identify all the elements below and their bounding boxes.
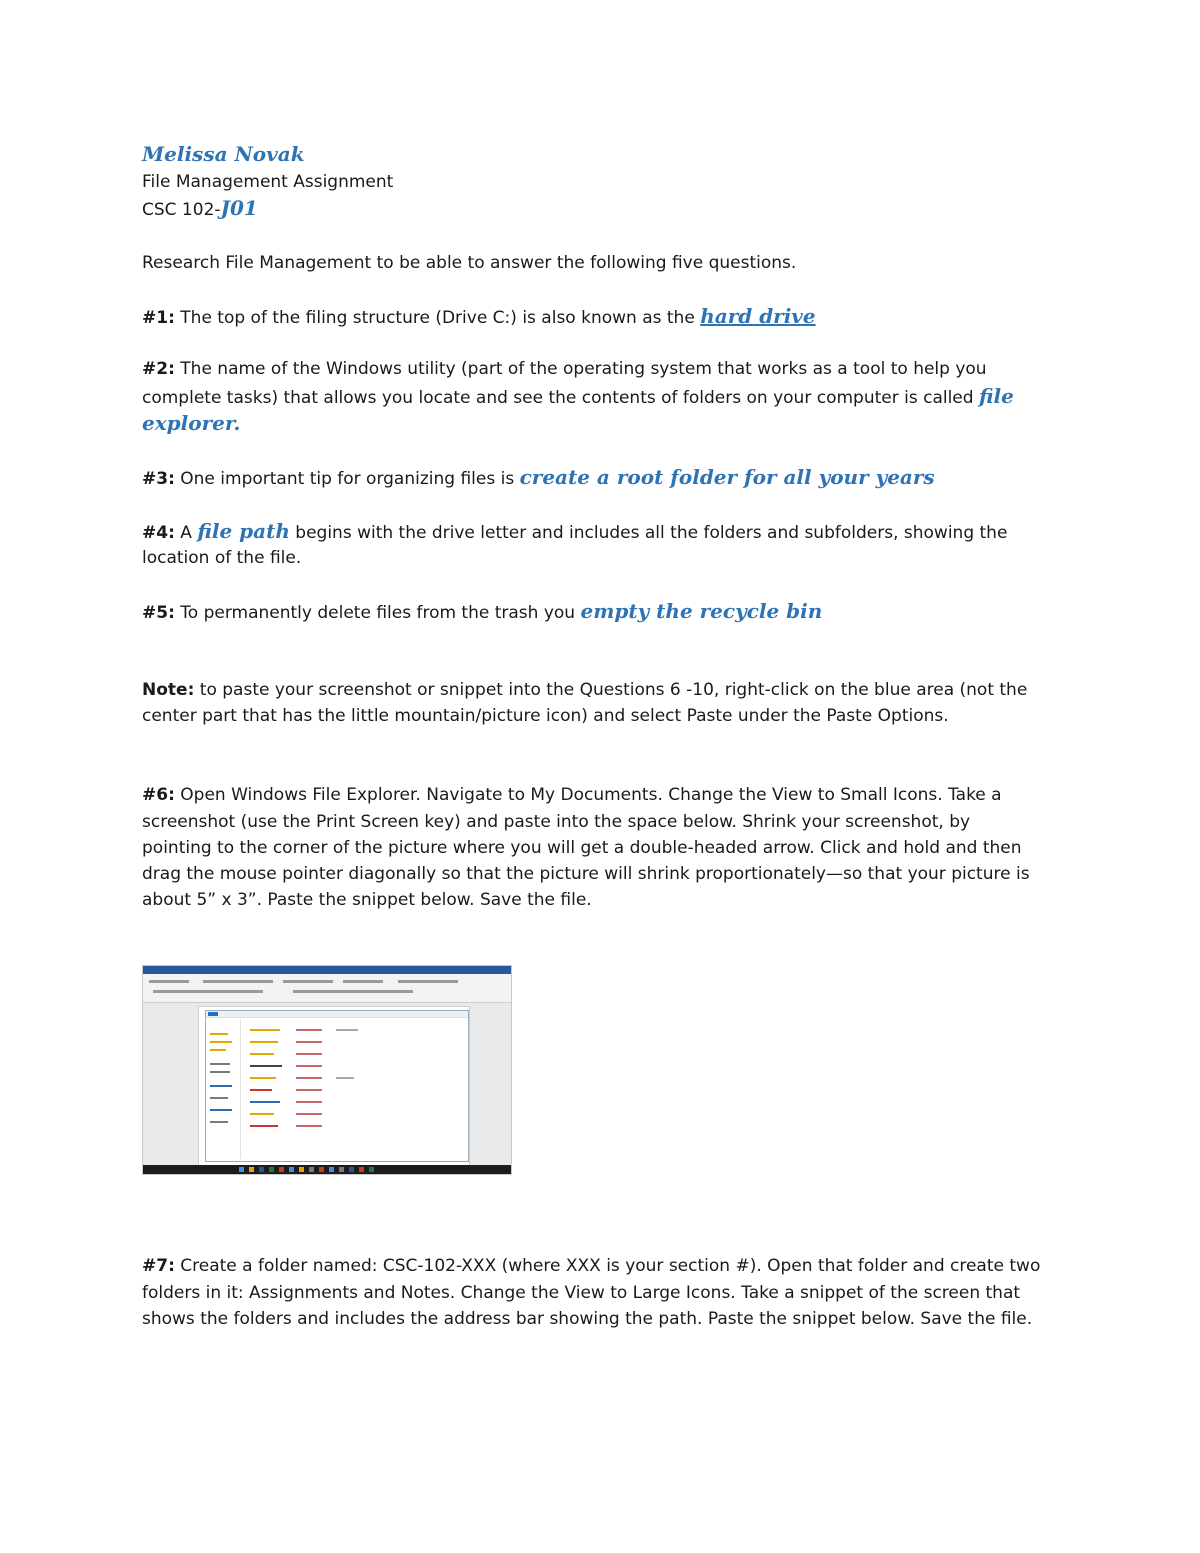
student-name: Melissa Novak [142, 142, 305, 166]
intro-text: Research File Management to be able to answer the following five questions. [142, 253, 797, 273]
windows-taskbar [143, 1165, 511, 1174]
question-7-line-2: folders in it: Assignments and Notes. Change the View to Large Icons. Take a snippet of the screen that [142, 1283, 1021, 1303]
question-3-text: One important tip for organizing files is [174, 469, 520, 489]
question-1-answer: hard drive [700, 304, 816, 328]
question-7-label: #7: [142, 1256, 175, 1276]
question-2-line-1 [142, 356, 1062, 382]
question-4-answer: file path [197, 519, 290, 543]
question-1 [142, 303, 1062, 331]
question-6-line-4: drag the mouse pointer diagonally so that the picture will shrink proportionately—so that your picture is [142, 864, 1030, 884]
student-name-line [142, 141, 1062, 169]
question-3 [142, 464, 1062, 492]
note-label: Note: [142, 680, 195, 700]
question-1-text: The top of the filing structure (Drive C:) is also known as the [174, 308, 701, 328]
question-2-label: #2: [142, 359, 175, 379]
question-2-answer-b: explorer. [142, 411, 241, 435]
explorer-ribbon [206, 1011, 468, 1018]
question-5-text: To permanently delete files from the trash you [174, 603, 581, 623]
question-5 [142, 598, 1062, 626]
question-5-answer: empty the recycle bin [580, 599, 823, 623]
question-4-line-1 [142, 518, 1062, 546]
question-4-line-2: location of the file. [142, 548, 302, 568]
question-7-text-1: Create a folder named: CSC-102-XXX (where XXX is your section #). Open that folder and create two [174, 1256, 1041, 1276]
question-2-line-3 [142, 410, 1062, 438]
assignment-title: File Management Assignment [142, 172, 394, 192]
question-6-line-2: screenshot (use the Print Screen key) and paste into the space below. Shrink your screenshot, by [142, 812, 971, 832]
question-2-line-2 [142, 383, 1062, 411]
question-2-text-2: complete tasks) that allows you locate and see the contents of folders on your computer is called [142, 388, 979, 408]
question-2-text-1: The name of the Windows utility (part of the operating system that works as a tool to help you [174, 359, 987, 379]
file-explorer-window [205, 1010, 469, 1162]
question-2-answer-a: file [978, 384, 1014, 408]
question-4-label: #4: [142, 523, 175, 543]
question-7-line-1 [142, 1253, 1062, 1279]
word-ribbon [143, 974, 511, 1003]
explorer-navigation-pane [206, 1019, 241, 1159]
question-1-label: #1: [142, 308, 175, 328]
note-line-1 [142, 677, 1062, 703]
course-section: J01 [220, 196, 258, 220]
question-6-line-1 [142, 782, 1062, 808]
word-title-bar [143, 966, 511, 974]
question-6-line-3: pointing to the corner of the picture where you will get a double-headed arrow. Click and hold and then [142, 838, 1022, 858]
question-4-pre: A [174, 523, 198, 543]
question-6-label: #6: [142, 785, 175, 805]
question-7-line-3: shows the folders and includes the address bar showing the path. Paste the snippet below. Save the file. [142, 1309, 1033, 1329]
question-3-answer: create a root folder for all your years [519, 465, 935, 489]
pasted-screenshot [142, 965, 512, 1175]
note-line-2: center part that has the little mountain/picture icon) and select Paste under the Paste Options. [142, 706, 949, 726]
question-5-label: #5: [142, 603, 175, 623]
course-line [142, 195, 1062, 223]
question-6-text-1: Open Windows File Explorer. Navigate to My Documents. Change the View to Small Icons. Take a [174, 785, 1002, 805]
question-6-line-5: about 5” x 3”. Paste the snippet below. Save the file. [142, 890, 592, 910]
note-text-1: to paste your screenshot or snippet into the Questions 6 -10, right-click on the blue area (not the [194, 680, 1028, 700]
question-4-post: begins with the drive letter and includes all the folders and subfolders, showing the [289, 523, 1008, 543]
question-3-label: #3: [142, 469, 175, 489]
course-prefix: CSC 102- [142, 200, 221, 220]
